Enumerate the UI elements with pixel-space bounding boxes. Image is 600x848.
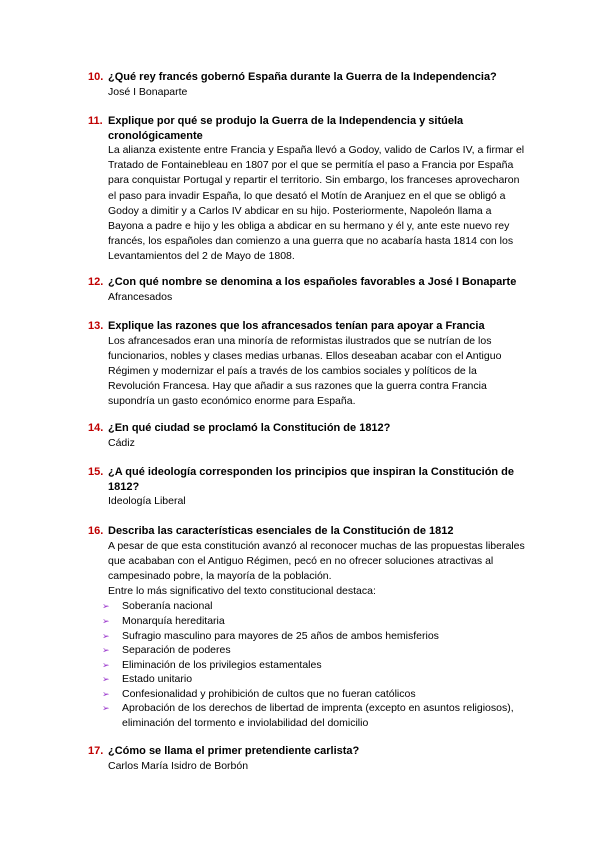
list-item: ➢ Monarquía hereditaria (102, 614, 225, 627)
list-item: ➢ Sufragio masculino para mayores de 25 años de ambos hemisferios (102, 629, 439, 642)
question-title: Explique por qué se produjo la Guerra de la Independencia y sitúela cronológicamente (108, 115, 464, 142)
question-title: ¿En qué ciudad se proclamó la Constitución de 1812? (108, 422, 391, 434)
answer-text: José I Bonaparte (108, 85, 188, 98)
question-title: ¿Cómo se llama el primer pretendiente carlista? (108, 745, 360, 757)
answer-text: La alianza existente entre Francia y España llevó a Godoy, valido de Carlos IV, a firmar el Tratado de Fontainebleau en 1807 por el que se permitía el paso a Francia por España para conquistar Portugal y repartir el territorio. Sin embargo, los franceses aprovecharon el paso para invadir España, lo que desató el Motín de Aranjuez en el que se obligó a Godoy a dimitir y a Carlos IV abdicar en su hijo. Posteriormente, Napoleón llama a Bayona a padre e hijo y les obliga a abdicar en su hermano y él y, ante este nuevo rey francés, los españoles dan comienzo a una guerra que no acabaría hasta 1814 con los Levantamientos del 2 de Mayo de 1808. (108, 144, 525, 263)
answer-block (108, 539, 528, 600)
feature-list (88, 599, 528, 730)
question-title: Explique las razones que los afrancesados tenían para apoyar a Francia (108, 320, 485, 332)
list-item: ➢ Aprobación de los derechos de libertad de imprenta (excepto en asuntos religiosos), eliminación del tormento e inviolabilidad del domicilio (102, 702, 514, 730)
answer-text: A pesar de que esta constitución avanzó al reconocer muchas de las propuestas liberales que acababan con el Antiguo Régimen, pecó en no ofrecer soluciones atractivas al campesinado pobre, la mayoría de la población. (108, 539, 525, 582)
answer-text: Los afrancesados eran una minoría de reformistas ilustrados que se nutrían de los funcionarios, nobles y clases medias urbanas. Ellos deseaban acabar con el Antiguo Régimen y modernizar el país a través de los cambios sociales y políticos de la Revolución Francesa. Hay que añadir a sus razones que la guerra contra Francia supondría un gasto económico enorme para España. (108, 334, 502, 408)
question-number: 10. (88, 71, 104, 83)
arrow-bullet-icon: ➢ (102, 645, 110, 656)
list-item: ➢ Confesionalidad y prohibición de cultos que no fueran católicos (102, 687, 416, 700)
question-title: ¿A qué ideología corresponden los principios que inspiran la Constitución de 1812? (108, 466, 515, 493)
arrow-bullet-icon: ➢ (102, 601, 110, 612)
question-12 (88, 275, 528, 305)
arrow-bullet-icon: ➢ (102, 659, 110, 670)
answer-text: Cádiz (108, 436, 135, 449)
question-number: 11. (88, 115, 103, 127)
question-title: ¿Con qué nombre se denomina a los españoles favorables a José I Bonaparte (108, 276, 517, 288)
answer-text: Carlos María Isidro de Borbón (108, 759, 249, 772)
list-item: ➢ Soberanía nacional (102, 600, 213, 613)
list-item: ➢ Estado unitario (102, 673, 193, 686)
list-item: ➢ Eliminación de los privilegios estamentales (102, 658, 322, 671)
question-title: ¿Qué rey francés gobernó España durante la Guerra de la Independencia? (108, 71, 497, 83)
question-number: 13. (88, 320, 104, 332)
question-11 (88, 114, 528, 265)
question-number: 12. (88, 276, 104, 288)
question-13 (88, 319, 528, 410)
answer-intro: Entre lo más significativo del texto constitucional destaca: (108, 585, 376, 598)
question-17 (88, 744, 528, 774)
question-14 (88, 421, 528, 451)
question-15 (88, 465, 528, 509)
question-number: 14. (88, 422, 104, 434)
arrow-bullet-icon: ➢ (102, 703, 110, 714)
question-number: 15. (88, 466, 104, 478)
question-number: 17. (88, 745, 104, 757)
arrow-bullet-icon: ➢ (102, 688, 110, 699)
list-item: ➢ Separación de poderes (102, 644, 231, 657)
arrow-bullet-icon: ➢ (102, 630, 110, 641)
question-10 (88, 70, 528, 100)
arrow-bullet-icon: ➢ (102, 615, 110, 626)
question-number: 16. (88, 525, 104, 537)
question-16 (88, 524, 528, 731)
question-title: Describa las características esenciales de la Constitución de 1812 (108, 525, 454, 537)
arrow-bullet-icon: ➢ (102, 674, 110, 685)
answer-text: Ideología Liberal (108, 495, 186, 507)
answer-text: Afrancesados (108, 290, 173, 303)
